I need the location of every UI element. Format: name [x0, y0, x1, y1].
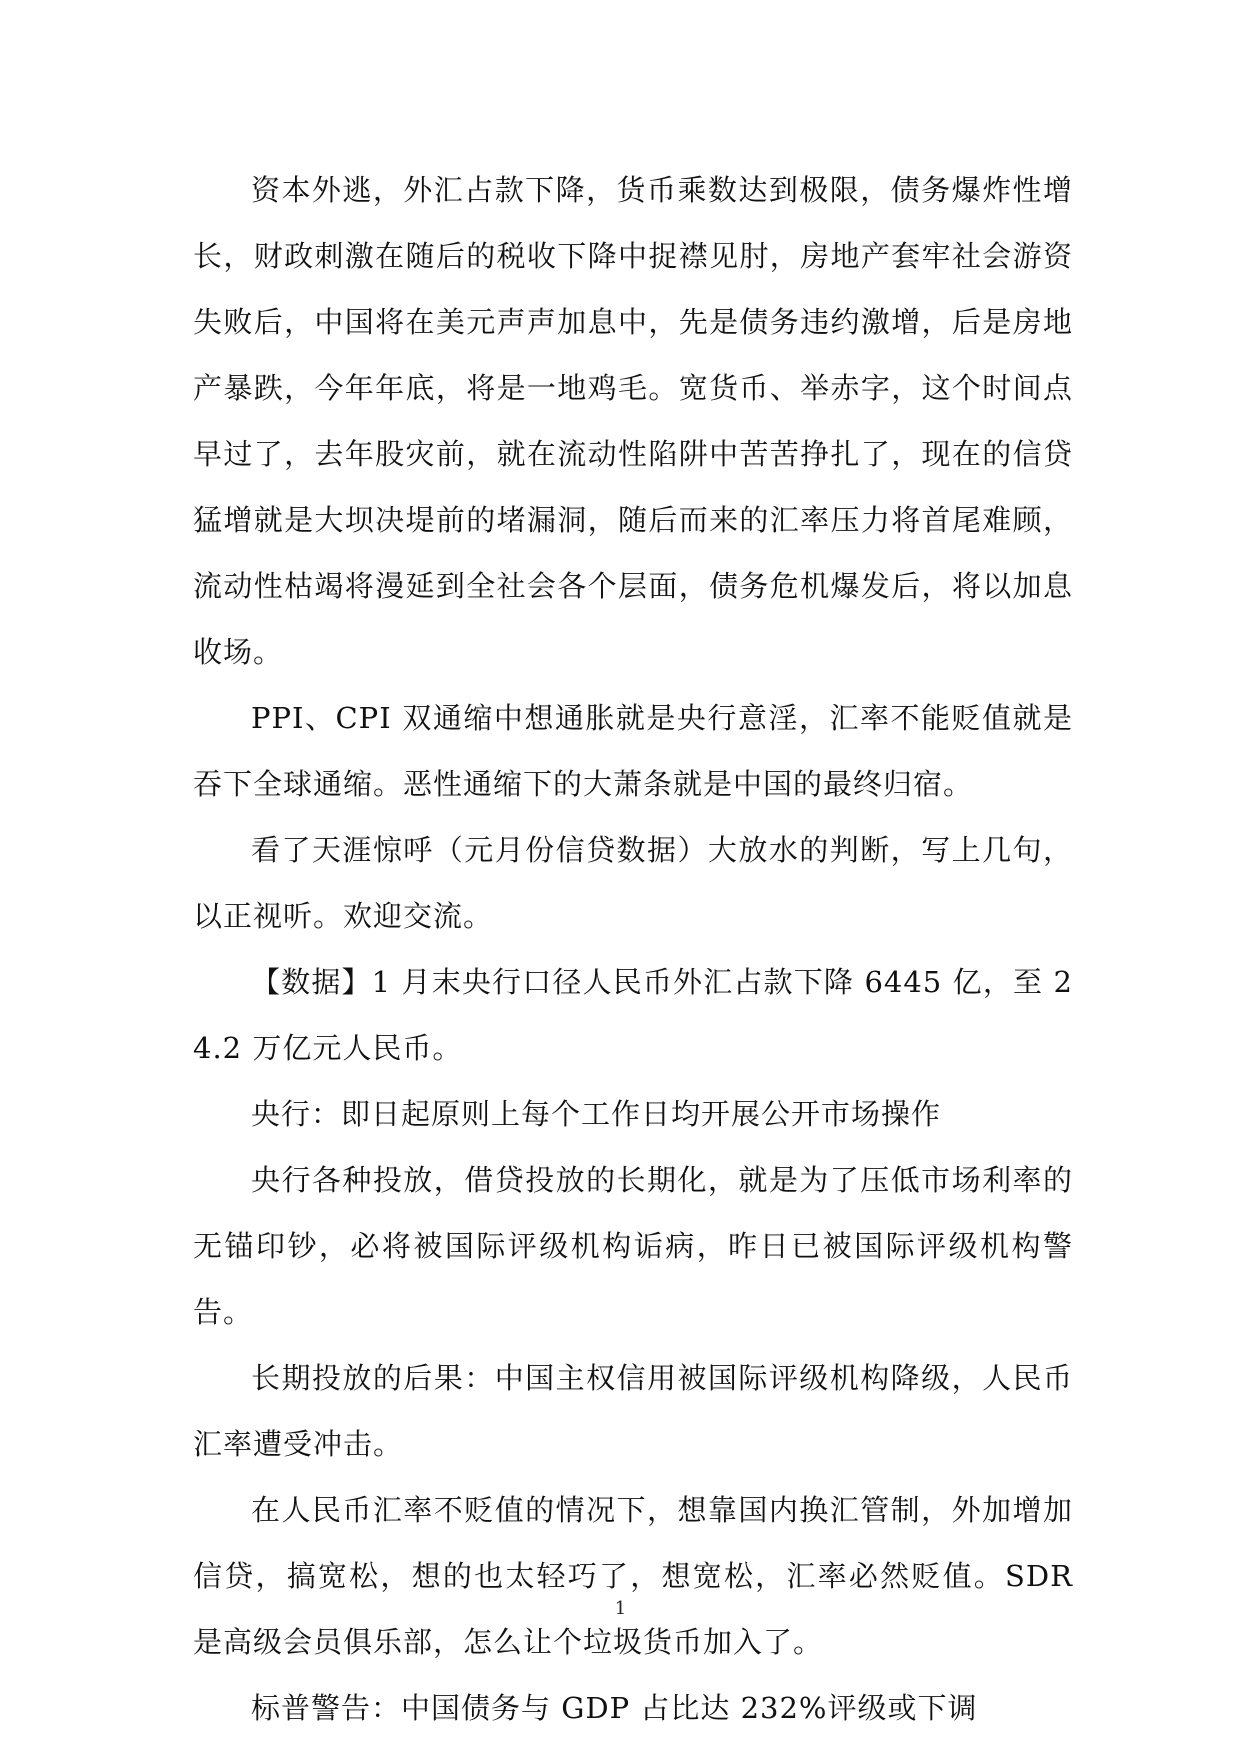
paragraph-tianya-comment: 看了天涯惊呼（元月份信贷数据）大放水的判断，写上几句，以正视听。欢迎交流。 — [193, 833, 1073, 933]
paragraph-pboc-operations: 央行：即日起原则上每个工作日均开展公开市场操作 — [251, 1097, 942, 1131]
paragraph-deflation: PPI、CPI 双通缩中想通胀就是央行意淫，汇率不能贬值就是吞下全球通缩。恶性通缩下的大萧条就是中国的最终归宿。 — [193, 701, 1073, 801]
page-number: 1 — [614, 1598, 627, 1619]
paragraph-long-term-consequences: 长期投放的后果：中国主权信用被国际评级机构降级，人民币汇率遭受冲击。 — [193, 1361, 1073, 1461]
paragraph-exchange-rate: 在人民币汇率不贬值的情况下，想靠国内换汇管制，外加增加信贷，搞宽松，想的也太轻巧了，想宽松，汇率必然贬值。SDR 是高级会员俱乐部，怎么让个垃圾货币加入了。 — [193, 1493, 1073, 1659]
paragraph-capital-flight: 资本外逃，外汇占款下降，货币乘数达到极限，债务爆炸性增长，财政刺激在随后的税收下降中捉襟见肘，房地产套牢社会游资失败后，中国将在美元声声加息中，先是债务违约激增，后是房地产暴跌，今年年底，将是一地鸡毛。宽货币、举赤字，这个时间点早过了，去年股灾前，就在流动性陷阱中苦苦挣扎了，现在的信贷猛增就是大坝决堤前的堵漏洞，随后而来的汇率压力将首尾难顾，流动性枯竭将漫延到全社会各个层面，债务危机爆发后，将以加息收场。 — [193, 173, 1073, 669]
paragraph-forex-data: 【数据】1 月末央行口径人民币外汇占款下降 6445 亿，至 24.2 万亿元人民币。 — [193, 965, 1074, 1065]
document-body — [193, 157, 1073, 1741]
paragraph-pboc-injections: 央行各种投放，借贷投放的长期化，就是为了压低市场利率的无锚印钞，必将被国际评级机构诟病，昨日已被国际评级机构警告。 — [193, 1163, 1073, 1329]
paragraph-sp-warning: 标普警告：中国债务与 GDP 占比达 232%评级或下调 — [251, 1691, 978, 1725]
